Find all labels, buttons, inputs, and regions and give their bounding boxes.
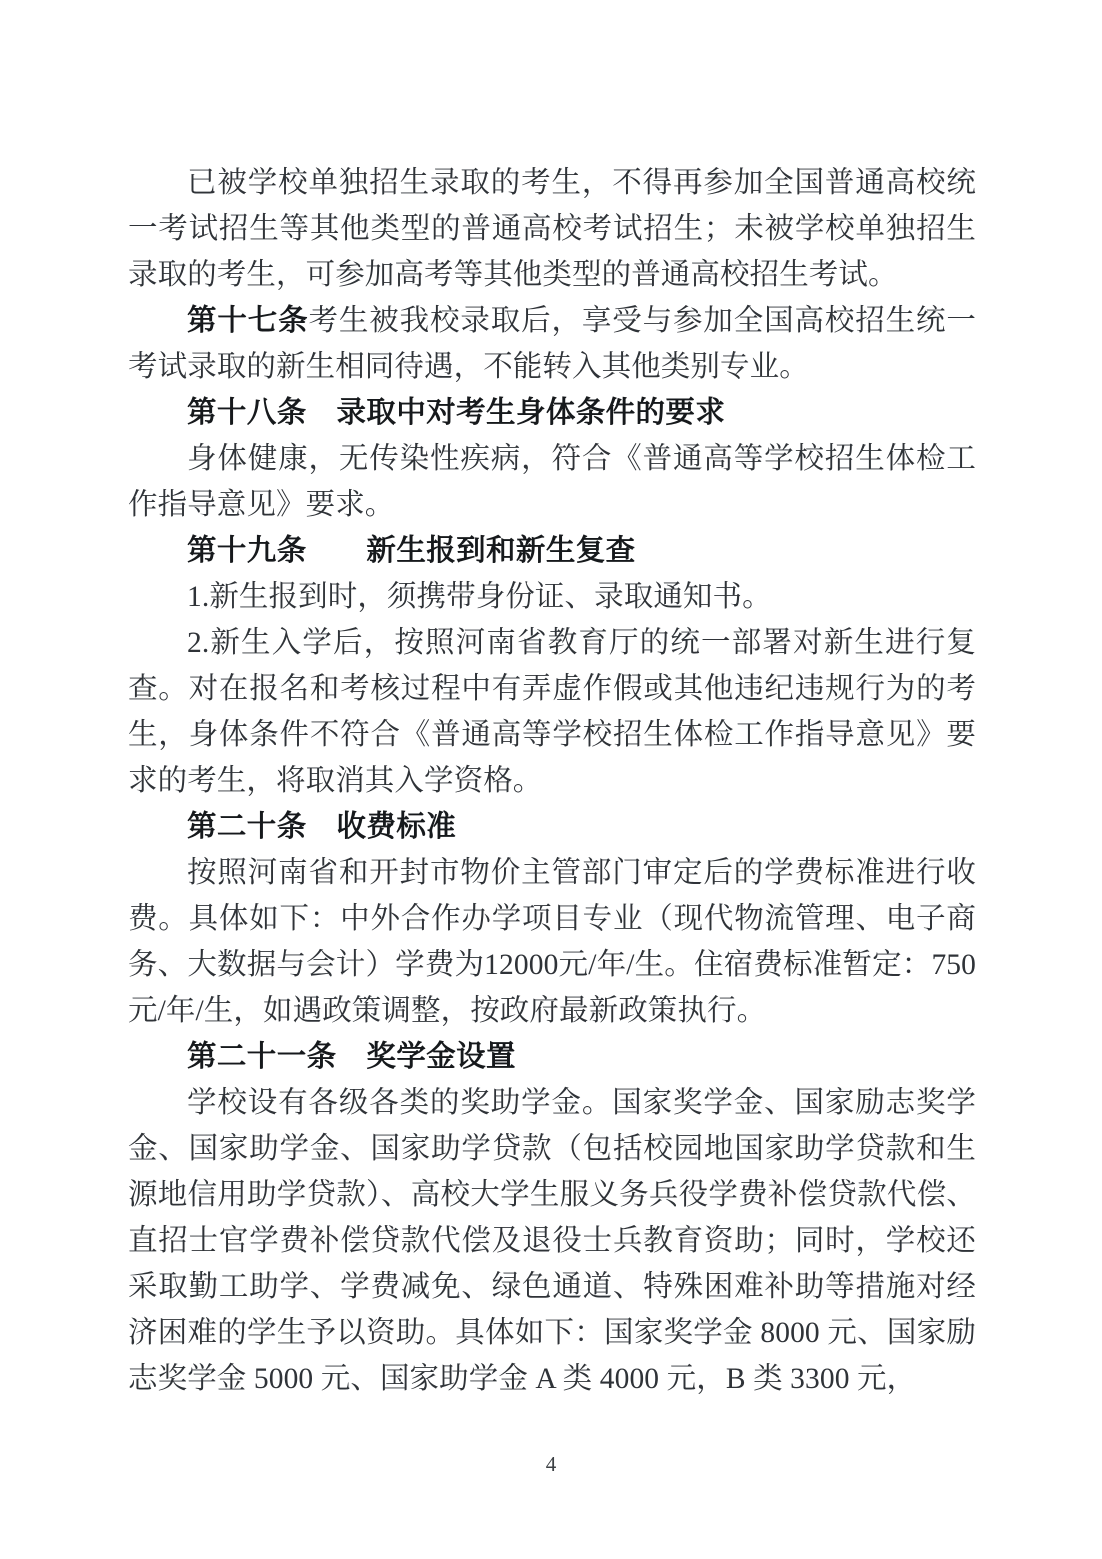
article-21-label: 第二十一条 [187, 1041, 337, 1073]
article-20-label: 第二十条 [187, 811, 307, 843]
article-18-label: 第十八条 [187, 397, 307, 429]
article-21-title: 奖学金设置 [366, 1041, 516, 1073]
article-20-heading [128, 804, 976, 850]
article-18-title: 录取中对考生身体条件的要求 [336, 397, 726, 429]
page-number: 4 [545, 1452, 557, 1476]
article-18-heading [128, 390, 976, 436]
article-21-gap [337, 1041, 367, 1073]
article-18-gap [307, 397, 337, 429]
list-item-report-2: 2.新生入学后，按照河南省教育厅的统一部署对新生进行复查。对在报名和考核过程中有弄虚作假或其他违纪违规行为的考生，身体条件不符合《普通高等学校招生体检工作指导意见》要求的考生，将取消其入学资格。 [128, 627, 976, 797]
list-item-report-1: 1.新生报到时，须携带身份证、录取通知书。 [187, 581, 772, 613]
article-17-label: 第十七条 [187, 305, 309, 337]
article-20-title: 收费标准 [336, 811, 457, 843]
paragraph-fee-standards: 按照河南省和开封市物价主管部门审定后的学费标准进行收费。具体如下：中外合作办学项目专业（现代物流管理、电子商务、大数据与会计）学费为12000元/年/生。住宿费标准暂定：750元/年/生，如遇政策调整，按政府最新政策执行。 [128, 857, 976, 1027]
paragraph-health-requirements: 身体健康，无传染性疾病，符合《普通高等学校招生体检工作指导意见》要求。 [128, 443, 976, 521]
article-19-label: 第十九条 [187, 535, 307, 567]
article-19-gap [307, 535, 367, 567]
article-17-paragraph [128, 298, 976, 390]
article-21-heading [128, 1034, 976, 1080]
article-20-gap [307, 811, 337, 843]
article-17-text: 考生被我校录取后，享受与参加全国高校招生统一考试录取的新生相同待遇，不能转入其他类别专业。 [128, 305, 977, 383]
article-19-heading [128, 528, 976, 574]
article-19-title: 新生报到和新生复查 [366, 535, 636, 567]
paragraph-scholarship-details: 学校设有各级各类的奖助学金。国家奖学金、国家励志奖学金、国家助学金、国家助学贷款（包括校园地国家助学贷款和生源地信用助学贷款）、高校大学生服义务兵役学费补偿贷款代偿、直招士官学费补偿贷款代偿及退役士兵教育资助；同时，学校还采取勤工助学、学费减免、绿色通道、特殊困难补助等措施对经济困难的学生予以资助。具体如下：国家奖学金 8000 元、国家励志奖学金 5000 元、国家助学金 A 类 4000 元，B 类 3300 元， [128, 1087, 976, 1395]
paragraph-single-admission: 已被学校单独招生录取的考生，不得再参加全国普通高校统一考试招生等其他类型的普通高校考试招生；未被学校单独招生录取的考生，可参加高考等其他类型的普通高校招生考试。 [128, 167, 976, 291]
page-content [128, 160, 976, 1402]
